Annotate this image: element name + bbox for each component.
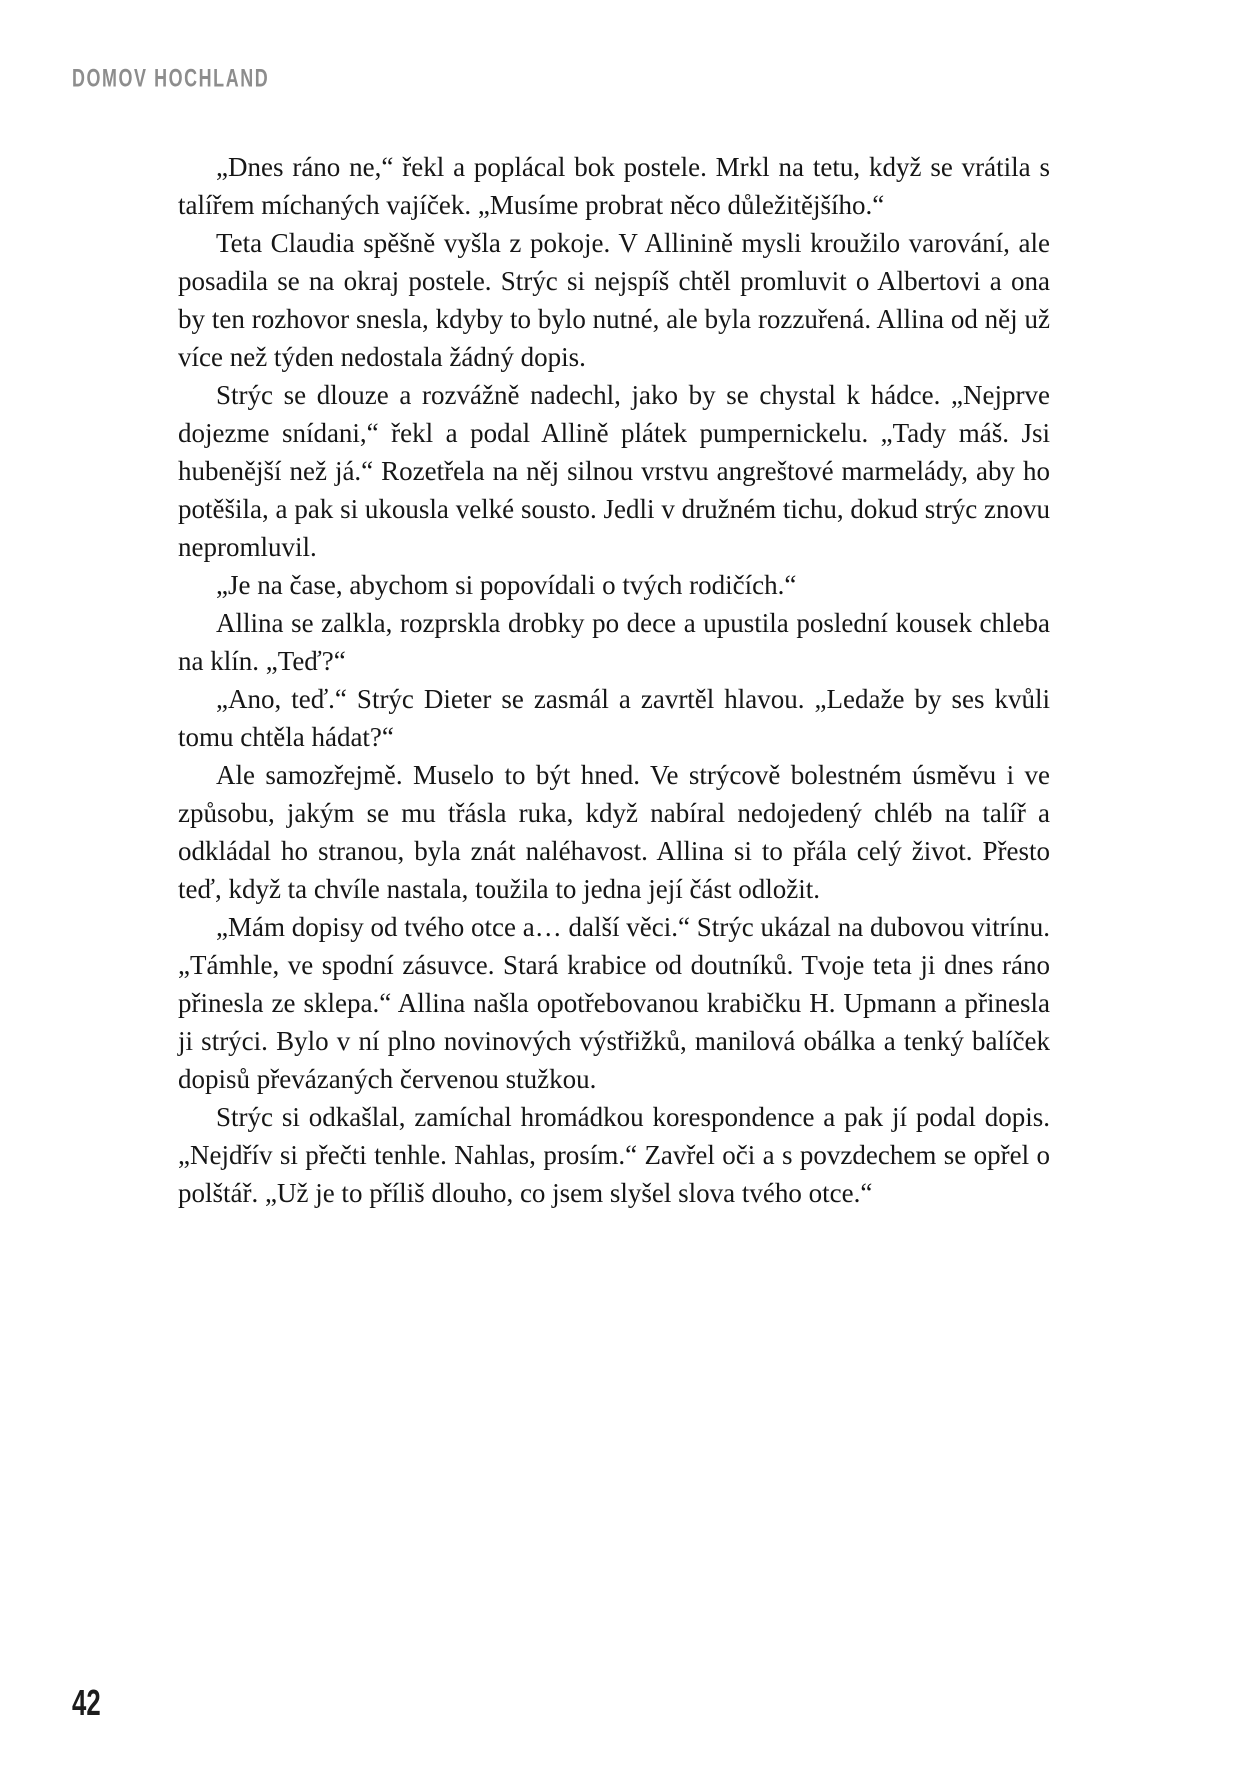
paragraph: „Ano, teď.“ Strýc Dieter se zasmál a zavrtěl hlavou. „Ledaže by ses kvůli tomu chtěla hádat?“ — [178, 684, 1050, 752]
paragraph: Strýc se dlouze a rozvážně nadechl, jako by se chystal k hádce. „Nejprve dojezme snídani,“ řekl a podal Allině plátek pumpernickelu. „Tady máš. Jsi hubenější než já.“ Rozetřela na něj silnou vrstvu angreštové marmelády, aby ho potěšila, a pak si ukousla velké sousto. Jedli v družném tichu, dokud strýc znovu nepromluvil. — [178, 380, 1050, 562]
paragraph: Strýc si odkašlal, zamíchal hromádkou korespondence a pak jí podal dopis. „Nejdřív si přečti tenhle. Nahlas, prosím.“ Zavřel oči a s povzdechem se opřel o polštář. „Už je to příliš dlouho, co jsem slyšel slova tvého otce.“ — [178, 1102, 1050, 1208]
running-header: DOMOV HOCHLAND — [72, 64, 270, 93]
page-number: 42 — [72, 1682, 101, 1723]
paragraph: Teta Claudia spěšně vyšla z pokoje. V Allinině mysli kroužilo varování, ale posadila se na okraj postele. Strýc si nejspíš chtěl promluvit o Albertovi a ona by ten rozhovor snesla, kdyby to bylo nutné, ale byla rozzuřená. Allina od něj už více než týden nedostala žádný dopis. — [178, 228, 1050, 372]
paragraph: „Dnes ráno ne,“ řekl a poplácal bok postele. Mrkl na tetu, když se vrátila s talířem míchaných vajíček. „Musíme probrat něco důležitějšího.“ — [178, 152, 1050, 220]
paragraph: Allina se zalkla, rozprskla drobky po dece a upustila poslední kousek chleba na klín. „Teď?“ — [178, 608, 1050, 676]
paragraph: „Mám dopisy od tvého otce a… další věci.“ Strýc ukázal na dubovou vitrínu. „Támhle, ve spodní zásuvce. Stará krabice od doutníků. Tvoje teta ji dnes ráno přinesla ze sklepa.“ Allina našla opotřebovanou krabičku H. Upmann a přinesla ji strýci. Bylo v ní plno novinových výstřižků, manilová obálka a tenký balíček dopisů převázaných červenou stužkou. — [178, 912, 1050, 1094]
paragraph: „Je na čase, abychom si popovídali o tvých rodičích.“ — [216, 570, 797, 600]
paragraph: Ale samozřejmě. Muselo to být hned. Ve strýcově bolestném úsměvu i ve způsobu, jakým se mu třásla ruka, když nabíral nedojedený chléb na talíř a odkládal ho stranou, byla znát naléhavost. Allina si to přála celý život. Přesto teď, když ta chvíle nastala, toužila to jedna její část odložit. — [178, 760, 1050, 904]
text-block — [178, 148, 1050, 1212]
